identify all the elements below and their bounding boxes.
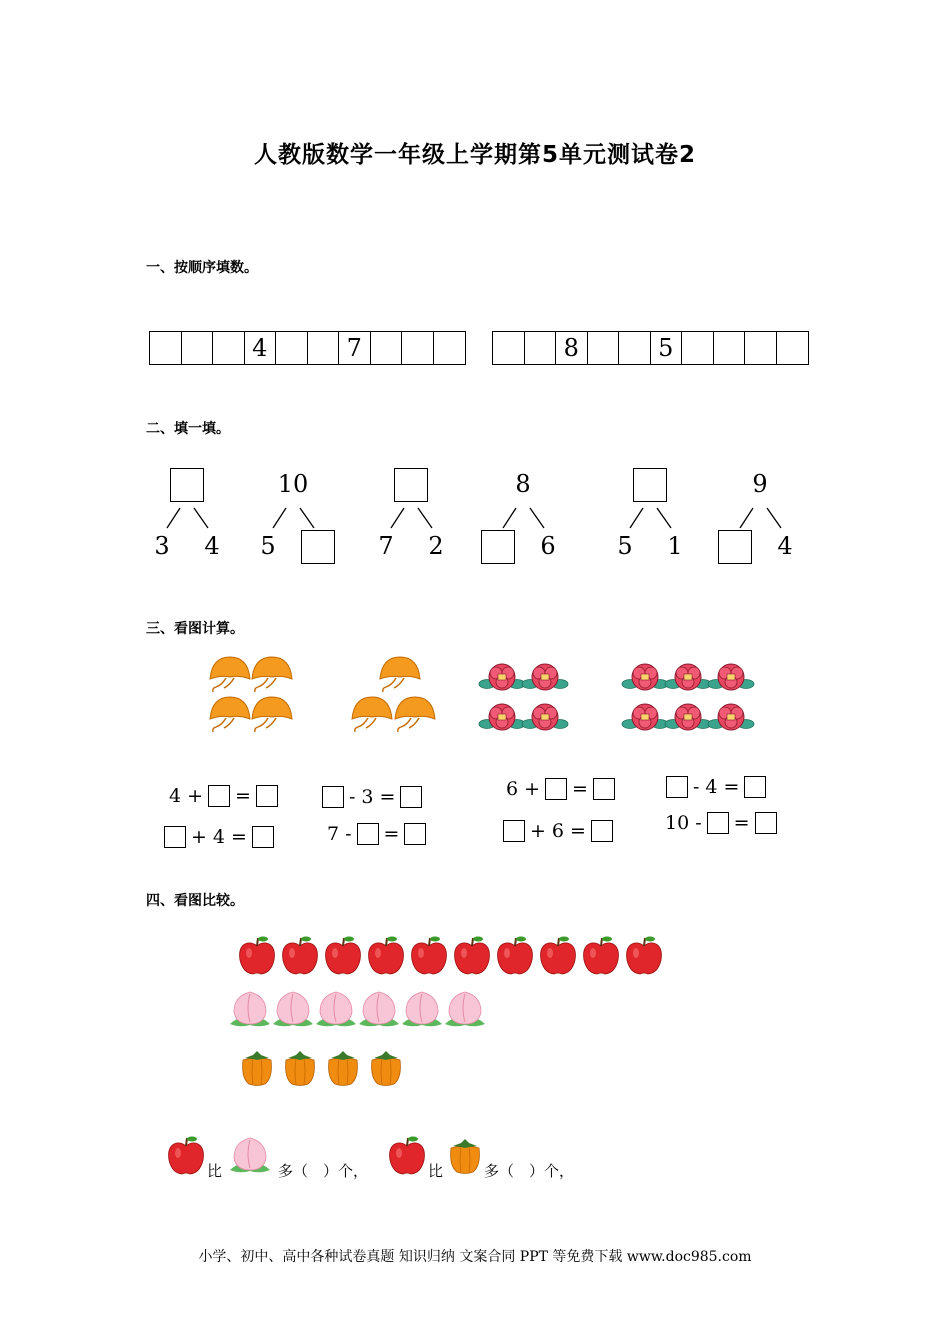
equation-token: 7	[327, 823, 340, 845]
sequence-cell[interactable]	[276, 332, 308, 364]
sequence-cell[interactable]	[619, 332, 651, 364]
equation-token: =	[231, 826, 247, 848]
peach-icon	[402, 992, 442, 1026]
sequence-cell: 5	[651, 332, 683, 364]
branch-line	[767, 508, 781, 528]
equation-token: =	[570, 820, 586, 842]
mushrooms-right-group	[352, 657, 435, 732]
answer-box[interactable]	[755, 812, 777, 834]
apple-icon	[541, 937, 576, 975]
persimmon-icon	[372, 1051, 401, 1086]
peach-icon	[359, 992, 399, 1026]
apple-icon	[169, 1137, 204, 1175]
tree-right-number: 4	[777, 532, 793, 560]
mushroom-icon	[210, 697, 250, 732]
tree-top-number: 9	[752, 470, 768, 498]
equation-g4r1	[664, 776, 768, 798]
branch-line	[630, 508, 643, 528]
tree-branches	[248, 466, 338, 576]
tree-branches	[478, 466, 568, 576]
page-title: 人教版数学一年级上学期第5单元测试卷2	[253, 142, 696, 168]
sequence-row-2	[492, 331, 809, 365]
mushroom-icon	[252, 697, 292, 732]
peach-icon	[273, 992, 313, 1026]
compare-answer-1	[278, 1160, 368, 1181]
peach-row	[230, 992, 485, 1026]
branch-line	[300, 508, 314, 528]
answer-box[interactable]	[256, 785, 278, 807]
equation-g3r1	[503, 778, 617, 800]
sequence-cell[interactable]	[525, 332, 557, 364]
persimmon-row	[243, 1051, 401, 1086]
answer-box[interactable]	[357, 823, 379, 845]
tree-left-number: 5	[617, 532, 633, 560]
mushroom-icon	[395, 697, 435, 732]
flower-icon	[622, 664, 668, 690]
equation-g2r1	[320, 786, 424, 808]
answer-box[interactable]	[252, 826, 274, 848]
equation-token: -	[345, 823, 352, 845]
flower-icon	[479, 704, 525, 730]
sequence-cell: 8	[556, 332, 588, 364]
compare-duo: 多（ ）个，	[278, 1162, 369, 1180]
equation-token: =	[383, 823, 400, 845]
mushroom-icon	[210, 657, 250, 692]
sequence-cell[interactable]	[434, 332, 466, 364]
sequence-cell[interactable]	[182, 332, 214, 364]
branch-line	[418, 508, 432, 528]
equation-token: +	[191, 826, 207, 848]
equation-token: 4	[169, 785, 182, 807]
tree-branches	[605, 466, 695, 576]
persimmon-icon	[286, 1051, 315, 1086]
tree-top-number: 10	[277, 470, 309, 498]
sequence-cell[interactable]	[213, 332, 245, 364]
equation-g3r2	[501, 820, 615, 842]
mushrooms-left-group	[210, 657, 292, 732]
footer: 小学、初中、高中各种试卷真题 知识归纳 文案合同 PPT 等免费下载 www.doc985.com	[198, 1249, 752, 1265]
tree-right-number: 4	[204, 532, 220, 560]
equation-token: -	[695, 812, 702, 834]
apple-icon	[240, 937, 275, 975]
apple-icon	[455, 937, 490, 975]
answer-box[interactable]	[503, 820, 525, 842]
sequence-cell[interactable]	[371, 332, 403, 364]
section-2-heading: 二、填一填。	[146, 421, 230, 437]
sequence-cell[interactable]	[308, 332, 340, 364]
compare-bi: 比	[207, 1162, 223, 1180]
section-3-heading: 三、看图计算。	[146, 621, 244, 637]
apple-icon	[369, 937, 404, 975]
equation-g1r1	[166, 785, 280, 807]
equation-token: 4	[212, 826, 226, 848]
branch-line	[391, 508, 404, 528]
equation-g4r2	[662, 812, 779, 834]
answer-box[interactable]	[593, 778, 615, 800]
persimmon-icon	[329, 1051, 358, 1086]
sequence-cell: 7	[339, 332, 371, 364]
number-tree	[478, 466, 568, 576]
sequence-cell[interactable]	[150, 332, 182, 364]
sequence-cell[interactable]	[714, 332, 746, 364]
answer-box[interactable]	[707, 812, 729, 834]
flower-icon	[665, 704, 711, 730]
tree-branches	[715, 466, 805, 576]
tree-top-number: 8	[515, 470, 531, 498]
compare-answer-2	[484, 1160, 574, 1181]
answer-box[interactable]	[164, 826, 186, 848]
equation-token: 6	[551, 820, 565, 842]
apple-icon	[498, 937, 533, 975]
tree-left-number: 5	[260, 532, 276, 560]
number-tree	[605, 466, 695, 576]
fruit-rows	[0, 930, 950, 1200]
sequence-cell[interactable]	[493, 332, 525, 364]
equation-token: -	[693, 776, 700, 798]
apple-icon	[412, 937, 447, 975]
peach-icon	[445, 992, 485, 1026]
number-tree	[715, 466, 805, 576]
apple-icon	[584, 937, 619, 975]
branch-line	[273, 508, 286, 528]
number-tree	[142, 466, 232, 576]
equation-token: 6	[506, 778, 519, 800]
apple-icon	[390, 1137, 425, 1175]
equation-token: 3	[361, 786, 374, 808]
sequence-cell[interactable]	[682, 332, 714, 364]
flower-icon	[708, 664, 754, 690]
equation-token: =	[572, 778, 588, 800]
answer-box[interactable]	[591, 820, 613, 842]
tree-right-number: 2	[428, 532, 444, 560]
sequence-cell[interactable]	[745, 332, 777, 364]
equation-token: =	[235, 785, 251, 807]
flowers-left-group	[479, 664, 568, 730]
equation-g1r2	[162, 826, 276, 848]
flower-icon	[708, 704, 754, 730]
apple-icon	[283, 937, 318, 975]
answer-box[interactable]	[322, 786, 344, 808]
mushroom-icon	[352, 697, 392, 732]
branch-line	[740, 508, 753, 528]
picture-row	[0, 650, 950, 745]
equation-token: +	[524, 778, 541, 800]
answer-box[interactable]	[400, 786, 422, 808]
compare-bi: 比	[428, 1162, 444, 1180]
branch-line	[167, 508, 180, 528]
flower-icon	[522, 664, 568, 690]
peach-icon	[316, 992, 356, 1026]
tree-branches	[366, 466, 456, 576]
answer-box[interactable]	[208, 785, 230, 807]
number-tree	[248, 466, 338, 576]
sequence-cell[interactable]	[402, 332, 434, 364]
branch-line	[194, 508, 208, 528]
equation-token: +	[530, 820, 546, 842]
equation-token: =	[379, 786, 396, 808]
branch-line	[530, 508, 544, 528]
sequence-cell: 4	[245, 332, 277, 364]
mushroom-icon	[380, 657, 420, 692]
tree-right-number: 6	[540, 532, 556, 560]
flower-icon	[665, 664, 711, 690]
peach-icon	[230, 1138, 270, 1172]
equation-token: =	[723, 776, 740, 798]
flower-icon	[622, 704, 668, 730]
sequence-cell[interactable]	[588, 332, 620, 364]
answer-box[interactable]	[545, 778, 567, 800]
answer-box[interactable]	[744, 776, 766, 798]
flower-icon	[522, 704, 568, 730]
compare-text-2	[428, 1160, 443, 1181]
answer-box[interactable]	[666, 776, 688, 798]
sequence-row-1	[149, 331, 466, 365]
equation-token: +	[187, 785, 204, 807]
section-4-heading: 四、看图比较。	[146, 893, 244, 909]
compare-text-1	[207, 1160, 222, 1181]
mushroom-icon	[252, 657, 292, 692]
flowers-right-group	[622, 664, 754, 730]
equation-token: =	[733, 812, 750, 834]
answer-box[interactable]	[404, 823, 426, 845]
compare-duo: 多（ ）个，	[484, 1162, 575, 1180]
tree-left-number: 7	[378, 532, 394, 560]
tree-branches	[142, 466, 232, 576]
flower-icon	[479, 664, 525, 690]
branch-line	[657, 508, 671, 528]
persimmon-icon	[243, 1051, 272, 1086]
equation-token: -	[349, 786, 356, 808]
apple-icon	[326, 937, 361, 975]
apple-icon	[627, 937, 662, 975]
tree-left-number: 3	[154, 532, 170, 560]
equation-token: 4	[705, 776, 718, 798]
equation-g2r2	[324, 823, 428, 845]
branch-line	[503, 508, 516, 528]
section-1-heading: 一、按顺序填数。	[146, 260, 258, 276]
equation-token: 10	[665, 812, 690, 834]
tree-right-number: 1	[667, 532, 683, 560]
persimmon-icon	[451, 1139, 480, 1174]
sequence-cell[interactable]	[777, 332, 809, 364]
number-tree	[366, 466, 456, 576]
peach-icon	[230, 992, 270, 1026]
apple-row	[240, 937, 662, 975]
